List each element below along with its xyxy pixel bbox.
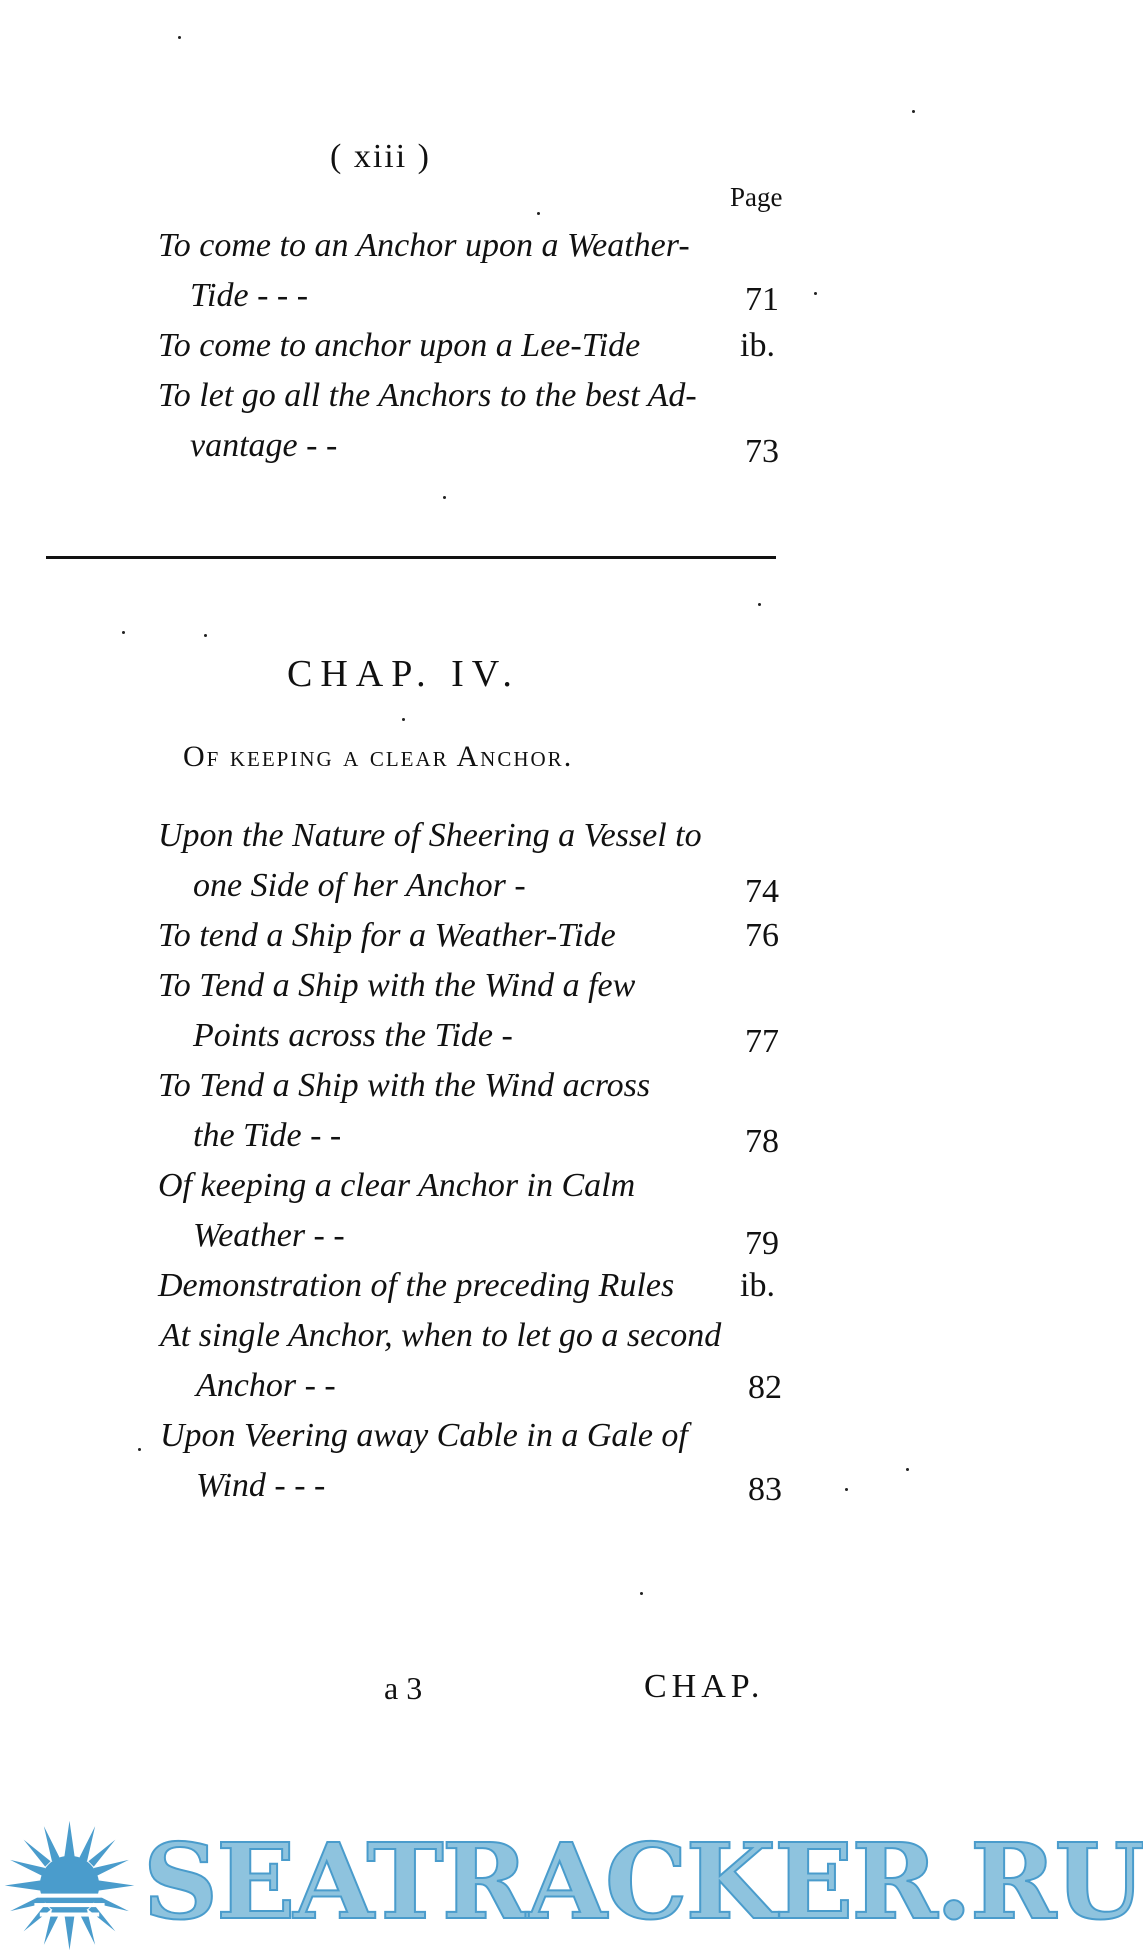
toc-entry-line: Demonstration of the preceding Rules xyxy=(158,1267,675,1304)
toc-entry-line: At single Anchor, when to let go a second xyxy=(160,1317,722,1354)
toc-entry-line: To let go all the Anchors to the best Ad- xyxy=(158,377,697,414)
toc-entry-line: To come to anchor upon a Lee-Tide xyxy=(158,327,641,364)
toc-page-number: ib. xyxy=(740,327,775,364)
toc-entry-line: Upon the Nature of Sheering a Vessel to xyxy=(158,817,702,854)
toc-page-number: 76 xyxy=(745,917,779,954)
toc-entry-line: Points across the Tide - xyxy=(193,1017,513,1054)
page-column-label: Page xyxy=(730,182,783,212)
toc-page-number: 73 xyxy=(745,433,779,470)
toc-entry-line: Of keeping a clear Anchor in Calm xyxy=(158,1167,636,1204)
toc-entry-line: vantage - - xyxy=(190,427,338,464)
toc-page-number: 78 xyxy=(745,1123,779,1160)
catchword: CHAP. xyxy=(644,1668,765,1705)
toc-entry-line: To come to an Anchor upon a Weather- xyxy=(158,227,690,264)
section-divider xyxy=(46,556,776,559)
toc-entry-line: the Tide - - xyxy=(193,1117,342,1154)
toc-page-number: 83 xyxy=(748,1471,782,1508)
toc-page-number: 79 xyxy=(745,1225,779,1262)
page-number-header: ( xiii ) xyxy=(330,138,431,175)
toc-entry-line: Weather - - xyxy=(193,1217,345,1254)
toc-page-number: 71 xyxy=(745,281,779,318)
toc-entry-line: Wind - - - xyxy=(196,1467,326,1504)
toc-entry-line: To Tend a Ship with the Wind a few xyxy=(158,967,636,1004)
signature-mark: a 3 xyxy=(384,1670,423,1706)
toc-entry-line: To Tend a Ship with the Wind across xyxy=(158,1067,651,1104)
toc-entry-line: Upon Veering away Cable in a Gale of xyxy=(160,1417,688,1454)
toc-entry-line: one Side of her Anchor - xyxy=(193,867,526,904)
toc-page-number: 77 xyxy=(745,1023,779,1060)
toc-entry-line: Anchor - - xyxy=(196,1367,336,1404)
toc-page-number: 82 xyxy=(748,1369,782,1406)
sun-icon xyxy=(2,1818,137,1953)
toc-page-number: ib. xyxy=(740,1267,775,1304)
toc-page-number: 74 xyxy=(745,873,779,910)
watermark-text: SEATRACKER.RU xyxy=(143,1820,1143,1943)
chapter-title: CHAP. IV. xyxy=(287,653,520,695)
toc-entry-line: To tend a Ship for a Weather-Tide xyxy=(158,917,616,954)
chapter-subtitle: Of keeping a clear Anchor. xyxy=(183,740,574,773)
toc-entry-line: Tide - - - xyxy=(190,277,309,314)
